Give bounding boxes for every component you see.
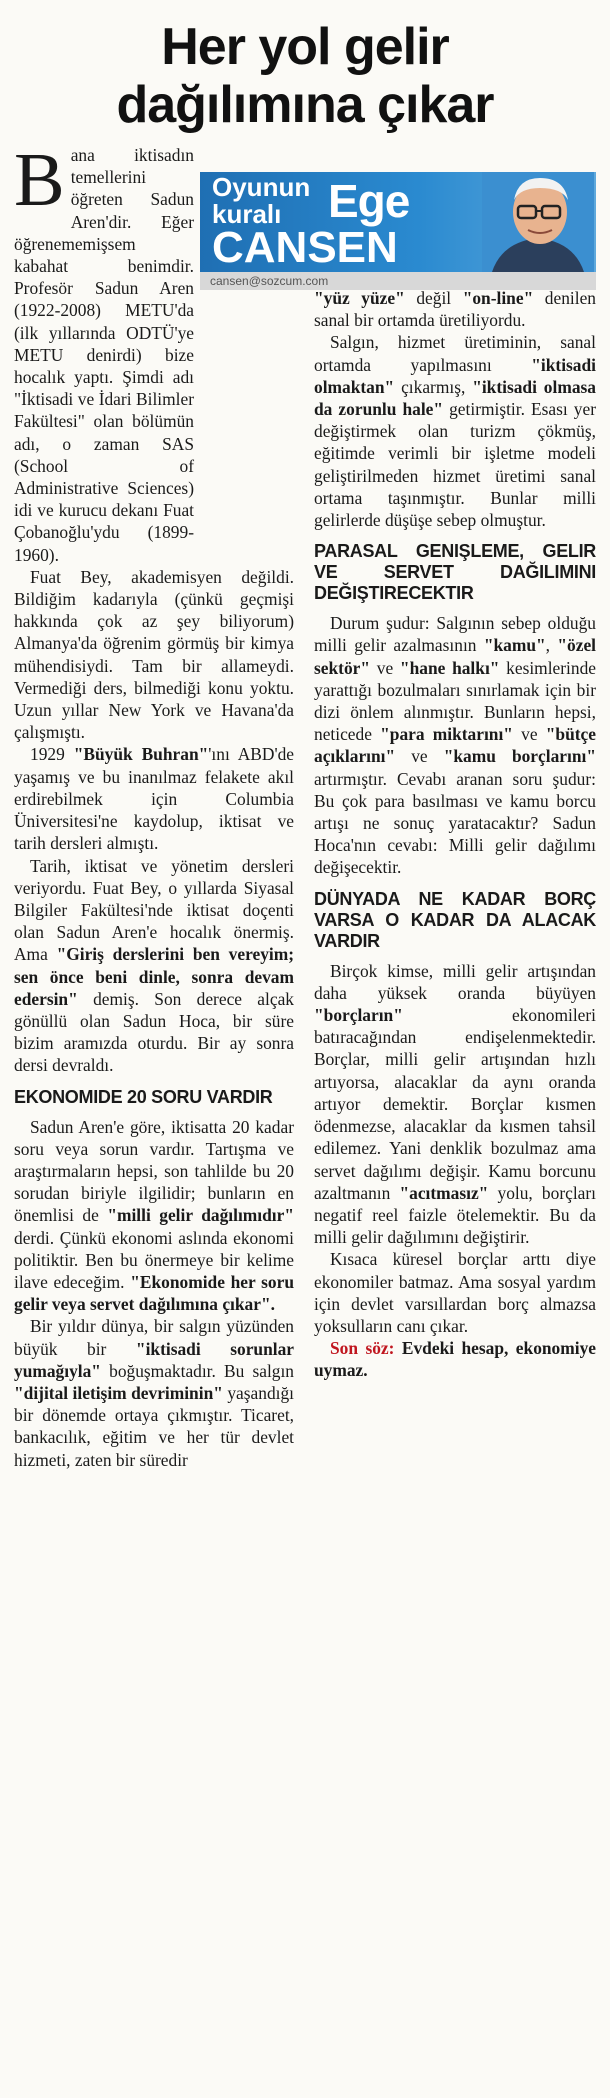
column-right: [314, 287, 596, 1382]
author-first-name: Ege: [328, 175, 410, 227]
paragraph-4: Tarih, iktisat ve yönetim dersleri veriyordu. Fuat Bey, o yıllarda Siyasal Bilgiler Fakültesi'nde iktisat doçenti olan Sadun Aren'e hocalık önermiş. Ama "Giriş derslerini ben vereyim; sen önce beni dinle, sonra devam edersin" demiş. Son derece alçak gönüllü olan Sadun Hoca, bir süre bizim aramızda oturdu. Bir ay sonra dersi devraldı.: [14, 855, 295, 1076]
headline-line-1: Her yol gelir: [161, 18, 449, 76]
paragraph-7: Salgın, hizmet üretiminin, sanal ortamda yapılmasını "iktisadi olmaktan" çıkarmış, "iktisadi olmasa da zorunlu hale" getirmiştir. Esası yer değiştirmek olan turizm çökmüş, eğitimde verimli bir işletme modeli geliştirilmeden hizmet üretimi sanal ortama taşınmıştır. Bunlar milli gelirlerde düşüşe sebep olmuştur.: [314, 332, 596, 531]
paragraph-1: [14, 138, 294, 566]
paragraph-5: Sadun Aren'e göre, iktisatta 20 kadar soru veya sorun vardır. Tartışma ve araştırmaların hepsi, son tahlilde bu 20 sorudan biriyle ilgilidir; bunların en önemlisi de "milli gelir dağılımıdır" derdi. Çünkü ekonomi aslında ekonomi politiktir. Ben bu önermeye bir kelime ilave edeceğim. "Ekonomide her soru gelir veya servet dağılımına çıkar".: [14, 1116, 295, 1315]
kicker-line-1: Oyunun: [212, 172, 311, 202]
column-left: [14, 138, 295, 1471]
subhead-2: PARASAL GENIŞLEME, GELIR VE SERVET DAĞILIMINI DEĞIŞTIRECEKTIR: [314, 541, 596, 604]
paragraph-8: Durum şudur: Salgının sebep olduğu milli gelir azalmasının "kamu", "özel sektör" ve "hane halkı" kesimlerinde yarattığı bozulmaları sınırlamak için bir dizi önlem alınmıştır. Bunların hepsi, neticede "para miktarını" ve "bütçe açıklarını" ve "kamu borçlarını" artırmıştır. Cevabı aranan soru şudur: Bu çok para basılması ve kamu borcu artışı ne sonuç yaratacaktır? Sadun Hoca'nın cevabı: Milli gelir dağılımı değişecektir.: [314, 613, 596, 878]
paragraph-1-text: ana iktisadın temellerini öğreten Sadun Aren'dir. Eğer öğrenememişsem kabahat benimdir. Profesör Sadun Aren (1922-2008) METU'da (ilk yıllarında ODTÜ'ye METU denirdi) bize hocalık yaptı. Şimdi adı "İktisadi ve İdari Bilimler Fakültesi" olan bölümün adı, o zaman SAS (School of Administrative Sciences) idi ve kurucu dekanı Fuat Çobanoğlu'ydu (1899-1960).: [14, 145, 194, 565]
paragraph-6a: Bir yıldır dünya, bir salgın yüzünden büyük bir "iktisadi sorunlar yumağıyla" boğuşmaktadır. Bu salgın "dijital iletişim devriminin" yaşandığı bir dönemde ortaya çıkmıştır. Ticaret, bankacılık, eğitim ve her tür devlet hizmeti, zaten bir süredir: [14, 1316, 294, 1470]
headline-line-2: dağılımına çıkar: [116, 76, 494, 134]
paragraph-10: Kısaca küresel borçlar arttı diye ekonomiler batmaz. Ama sosyal yardım için devlet varsıllardan borç almazsa yoksulların canı çıkar.: [314, 1249, 596, 1336]
author-email: cansen@sozcum.com: [200, 272, 596, 290]
headline: [14, 0, 596, 134]
subhead-1: EKONOMIDE 20 SORU VARDIR: [14, 1086, 273, 1107]
subhead-3: DÜNYADA NE KADAR BORÇ VARSA O KADAR DA ALACAK VARDIR: [314, 888, 596, 951]
paragraph-2: Fuat Bey, akademisyen değildi. Bildiğim kadarıyla (çünkü geçmişi hakkında çok az şey biliyorum) Almanya'da öğrenim görmüş bir kimya mühendisiydi. Tam bir allameydi. Vermediği ders, bilmediği konu yoktu. Uzun yıllar New York ve Havana'da çalışmıştı.: [14, 566, 294, 743]
paragraph-3: 1929 "Büyük Buhran"'ını ABD'de yaşamış ve bu inanılmaz felakete akıl erdirebilmek için Columbia Üniversitesi'ne kaydolup, iktisat ve tarih dersleri almıştı.: [14, 744, 294, 854]
closing-text: Evdeki hesap, ekonomiye uymaz.: [314, 1338, 596, 1381]
author-last-name: CANSEN: [212, 223, 398, 272]
closing-label: Son söz:: [330, 1338, 395, 1359]
paragraph-9: Birçok kimse, milli gelir artışından daha yüksek oranda büyüyen "borçların" ekonomileri batıracağından endişelenmektedir. Borçlar, milli gelir artışından hızlı artıyorsa, alacaklar da aynı oranda artıyor demektir. Borçlar kısmen ödenmezse, alacaklar da kısmen tahsil edilemez. Yani denklik bozulmaz ama servet dağılımı değişir. Kamu borcunu azaltmanın "acıtmasız" yolu, borçları negatif reel faizle ötelemektir. Bu da milli gelir dağılımını değiştirir.: [314, 960, 596, 1248]
paragraph-6b: "yüz yüze" değil "on-line" denilen sanal bir ortamda üretiliyordu.: [314, 288, 596, 331]
author-portrait-icon: [482, 172, 594, 272]
closing-line: [314, 1337, 596, 1381]
kicker-line-2: kuralı: [212, 199, 282, 229]
drop-cap: B: [14, 138, 65, 222]
